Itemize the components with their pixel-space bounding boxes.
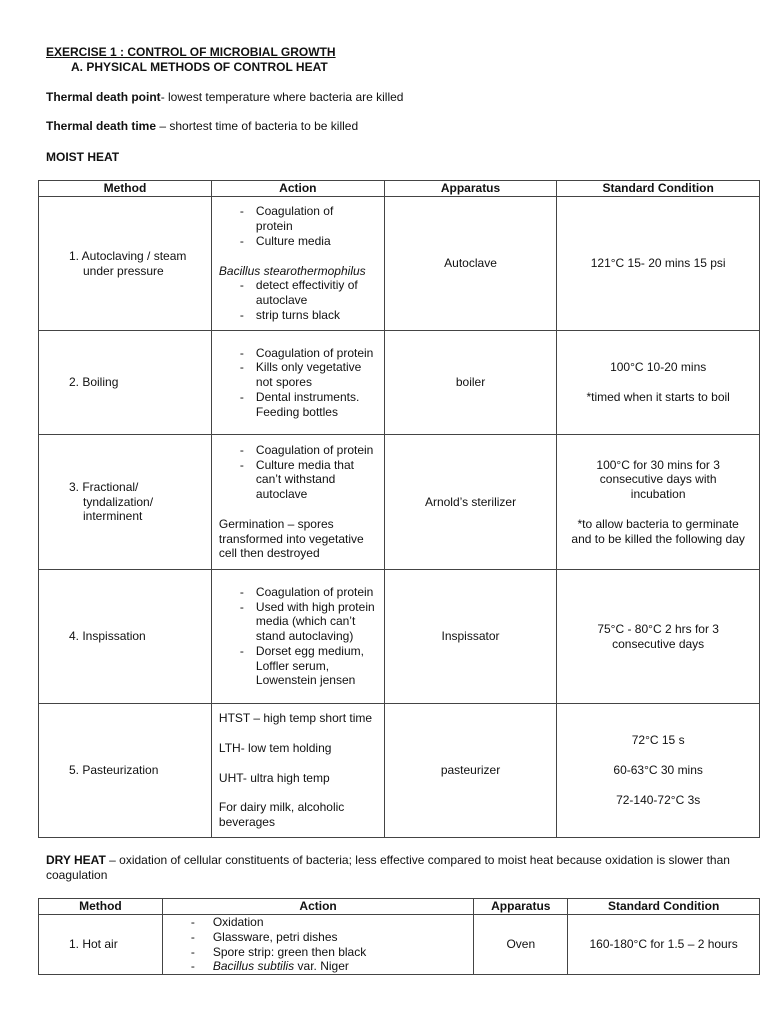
action-note: UHT- ultra high temp (218, 770, 330, 785)
method-text: 3. Fractional/ tyndalization/ interminent (69, 479, 154, 524)
action-list (212, 585, 384, 689)
list-item (163, 959, 474, 974)
condition-cell (557, 435, 760, 570)
list-item: - Oxidation (163, 915, 474, 930)
apparatus-cell: Autoclave (384, 197, 557, 331)
list-item: - Kills only vegetative not spores (212, 360, 378, 390)
apparatus-cell: pasteurizer (384, 704, 557, 838)
dry-heat-text: – oxidation of cellular constituents of bacteria; less effective compared to moist heat because oxidation is slower than coagulation (46, 853, 730, 882)
action-list (212, 204, 378, 248)
moist-heat-heading: MOIST HEAT (46, 150, 120, 165)
method-cell (39, 704, 212, 838)
table-row (39, 435, 760, 570)
action-cell (211, 197, 384, 331)
list-item: - strip turns black (212, 308, 372, 323)
table-row (39, 197, 760, 331)
dry-heat-paragraph (46, 853, 746, 883)
condition-text: 100°C 10-20 mins (610, 360, 707, 375)
action-list (212, 278, 378, 322)
list-item: - Coagulation of protein (212, 346, 378, 361)
condition-cell (557, 197, 760, 331)
list-item: - Dental instruments. Feeding bottles (212, 390, 378, 420)
header-action: Action (211, 181, 384, 197)
method-cell (39, 197, 212, 331)
table-row (39, 570, 760, 704)
condition-text: 72°C 15 s (631, 733, 685, 748)
organism-name: Bacillus subtilis (212, 959, 295, 974)
table-row (39, 331, 760, 435)
condition-cell: 160-180°C for 1.5 – 2 hours (568, 915, 760, 975)
list-item: - Dorset egg medium, Loffler serum, Lowenstein jensen (212, 644, 378, 688)
action-cell (211, 570, 384, 704)
dry-heat-table (38, 898, 760, 975)
method-text: 2. Boiling (69, 375, 119, 390)
action-list (163, 915, 474, 974)
table-row (39, 704, 760, 838)
thermal-death-point (46, 90, 760, 105)
action-cell (211, 704, 384, 838)
list-item: - detect effectivitiy of autoclave (212, 278, 372, 308)
tdp-term: Thermal death point (46, 89, 161, 104)
condition-note: *to allow bacteria to germinate and to be killed the following day (571, 516, 745, 546)
organism-variety: var. Niger (294, 959, 349, 974)
apparatus-cell: Oven (474, 915, 568, 975)
method-cell (39, 915, 163, 975)
condition-cell (557, 704, 760, 838)
tdt-term: Thermal death time (46, 119, 157, 134)
document-body (46, 45, 760, 165)
dry-heat-term: DRY HEAT (46, 853, 106, 867)
method-cell (39, 435, 212, 570)
table-header-row (39, 899, 760, 915)
moist-heat-table (38, 180, 760, 838)
list-item: - Culture media that can’t withstand autoclave (212, 458, 378, 502)
table-row (39, 915, 760, 975)
action-note: For dairy milk, alcoholic beverages (218, 800, 345, 830)
tdt-text: – shortest time of bacteria to be killed (156, 119, 359, 134)
list-item: - Spore strip: green then black (163, 945, 474, 960)
condition-text: 75°C - 80°C 2 hrs for 3 consecutive days (597, 621, 719, 651)
condition-text: 121°C 15- 20 mins 15 psi (590, 256, 726, 271)
list-item: - Coagulation of protein (212, 204, 372, 234)
method-cell (39, 331, 212, 435)
method-text: 4. Inspissation (69, 629, 146, 644)
condition-cell (557, 570, 760, 704)
list-item: - Used with high protein media (which can’t stand autoclaving) (212, 600, 378, 644)
germination-note: Germination – spores transformed into vegetative cell then destroyed (218, 516, 364, 561)
method-text: 1. Autoclaving / steam under pressure (69, 248, 187, 278)
action-cell (211, 331, 384, 435)
condition-text: 72-140-72°C 3s (616, 792, 701, 807)
header-apparatus: Apparatus (384, 181, 557, 197)
thermal-death-time (46, 119, 760, 134)
condition-cell (557, 331, 760, 435)
action-list (212, 346, 384, 420)
apparatus-cell: Arnold’s sterilizer (384, 435, 557, 570)
apparatus-cell: Inspissator (384, 570, 557, 704)
header-apparatus: Apparatus (474, 899, 568, 915)
header-method: Method (39, 181, 212, 197)
action-list (212, 443, 384, 502)
header-standard-condition: Standard Condition (568, 899, 760, 915)
action-note: HTST – high temp short time (218, 711, 373, 725)
tdp-text: - lowest temperature where bacteria are killed (160, 89, 404, 104)
exercise-title: EXERCISE 1 : CONTROL OF MICROBIAL GROWTH (46, 45, 336, 59)
action-note: LTH- low tem holding (218, 740, 332, 755)
method-cell (39, 570, 212, 704)
action-cell (211, 435, 384, 570)
condition-text: 60-63°C 30 mins (613, 763, 703, 778)
action-cell (162, 915, 474, 975)
header-standard-condition: Standard Condition (557, 181, 760, 197)
list-item: - Culture media (212, 234, 372, 249)
apparatus-cell: boiler (384, 331, 557, 435)
condition-text: 100°C for 30 mins for 3 consecutive days with incubation (596, 457, 720, 502)
header-method: Method (39, 899, 163, 915)
organism-name: Bacillus stearothermophilus (218, 263, 366, 278)
section-title: A. PHYSICAL METHODS OF CONTROL HEAT (71, 59, 328, 74)
table-header-row (39, 181, 760, 197)
list-item: - Coagulation of protein (212, 585, 378, 600)
list-item: - Glassware, petri dishes (163, 930, 474, 945)
condition-note: *timed when it starts to boil (586, 390, 730, 404)
header-action: Action (162, 899, 474, 915)
list-item: - Coagulation of protein (212, 443, 378, 458)
method-text: 1. Hot air (69, 937, 118, 952)
method-text: 5. Pasteurization (69, 763, 159, 778)
